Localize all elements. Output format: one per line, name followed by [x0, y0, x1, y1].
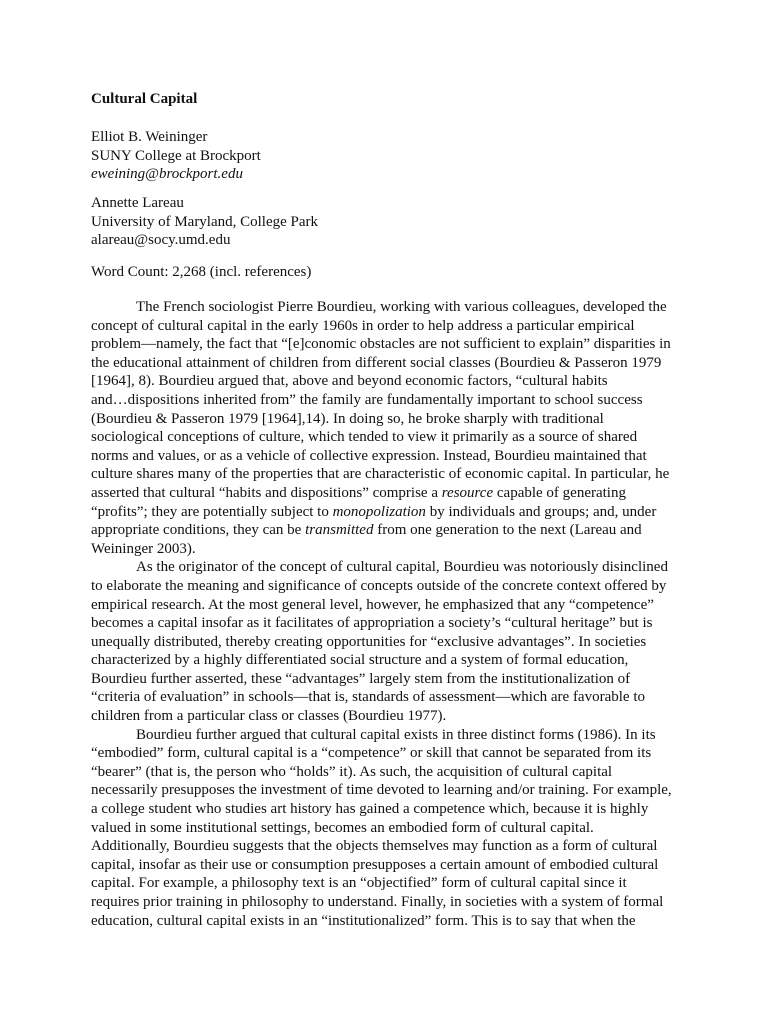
author-email: alareau@socy.umd.edu: [91, 232, 231, 249]
text-line: and…dispositions inherited from” the family are fundamentally important to school success: [91, 391, 643, 408]
text-line: [91, 484, 677, 503]
text-line: education, cultural capital exists in an “institutionalized” form. This is to say that when the: [91, 912, 636, 929]
text-line: children from a particular class or classes (Bourdieu 1977).: [91, 708, 447, 725]
emphasis-resource: resource: [441, 484, 494, 501]
text-line: becomes a capital insofar as it facilitates of appropriation a society’s “cultural heritage” but is: [91, 615, 653, 632]
text-line: The French sociologist Pierre Bourdieu, working with various colleagues, developed the: [136, 299, 667, 315]
text-line: capital. For example, a philosophy text is an “objectified” form of cultural capital since it: [91, 875, 627, 892]
text-line: (Bourdieu & Passeron 1979 [1964],14). In doing so, he broke sharply with traditional: [91, 410, 604, 427]
text-line: Bourdieu further argued that cultural capital exists in three distinct forms (1986). In its: [136, 726, 656, 743]
text-line: [91, 503, 677, 522]
text-line: to elaborate the meaning and significance of concepts outside of the concrete context offered by: [91, 577, 667, 594]
text-segment: capable of generating: [493, 484, 626, 501]
document-title: Cultural Capital: [91, 91, 198, 107]
author-block-2: [91, 194, 318, 250]
text-line: “embodied” form, cultural capital is a “competence” or skill that cannot be separated from its: [91, 745, 652, 762]
author-email: eweining@brockport.edu: [91, 166, 243, 183]
text-segment: appropriate conditions, they can be: [91, 522, 306, 539]
author-affiliation: University of Maryland, College Park: [91, 213, 319, 230]
text-line: unequally distributed, thereby creating opportunities for “exclusive advantages”. In societies: [91, 633, 647, 650]
text-line: necessarily presupposes the investment of time devoted to learning and/or training. For example,: [91, 782, 672, 799]
text-line: culture shares many of the properties that are characteristic of economic capital. In particular, he: [91, 466, 670, 483]
text-line: a college student who studies art history has gained a competence which, because it is highly: [91, 801, 649, 818]
text-line: empirical research. At the most general level, however, he emphasized that any “competence”: [91, 596, 654, 613]
body-text: [91, 298, 677, 930]
text-segment: by individuals and groups; and, under: [425, 503, 657, 520]
text-line: concept of cultural capital in the early 1960s in order to help address a particular empirical: [91, 317, 635, 334]
text-line: Additionally, Bourdieu suggests that the objects themselves may function as a form of cultural: [91, 838, 658, 855]
word-count: Word Count: 2,268 (incl. references): [91, 264, 312, 280]
author-name: Elliot B. Weininger: [91, 129, 208, 145]
text-line: capital, insofar as their use or consumption presupposes a certain amount of embodied cultural: [91, 856, 659, 873]
text-segment: asserted that cultural “habits and dispositions” comprise a: [91, 484, 442, 501]
author-name: Annette Lareau: [91, 195, 184, 211]
emphasis-monopolization: monopolization: [332, 503, 426, 520]
author-block-1: [91, 128, 261, 184]
author-affiliation: SUNY College at Brockport: [91, 147, 261, 164]
text-line: As the originator of the concept of cultural capital, Bourdieu was notoriously disinclined: [136, 559, 668, 576]
text-line: [91, 521, 677, 540]
text-line: characterized by a highly differentiated social structure and a system of formal education,: [91, 652, 629, 669]
text-line: valued in some institutional settings, becomes an embodied form of cultural capital.: [91, 819, 594, 836]
text-line: Bourdieu further asserted, these “advantages” largely stem from the institutionalization of: [91, 670, 631, 687]
text-line: norms and values, or as a vehicle of collective expression. Instead, Bourdieu maintained that: [91, 447, 647, 464]
text-line: the educational attainment of children from different social classes (Bourdieu & Passeron 1979: [91, 354, 662, 371]
emphasis-transmitted: transmitted: [305, 522, 374, 539]
text-line: Weininger 2003).: [91, 540, 196, 557]
text-line: requires prior training in philosophy to understand. Finally, in societies with a system of formal: [91, 894, 664, 910]
text-line: problem—namely, the fact that “[e]conomic obstacles are not sufficient to explain” disparities in: [91, 336, 671, 353]
text-line: sociological conceptions of culture, which tended to view it primarily as a source of shared: [91, 429, 638, 446]
text-line: [1964], 8). Bourdieu argued that, above and beyond economic factors, “cultural habits: [91, 373, 608, 390]
text-segment: from one generation to the next (Lareau and: [373, 522, 642, 539]
text-line: “criteria of evaluation” in schools—that is, standards of assessment—which are favorable to: [91, 689, 645, 706]
text-segment: “profits”; they are potentially subject to: [91, 503, 333, 520]
text-line: “bearer” (that is, the person who “holds” it). As such, the acquisition of cultural capital: [91, 763, 613, 780]
